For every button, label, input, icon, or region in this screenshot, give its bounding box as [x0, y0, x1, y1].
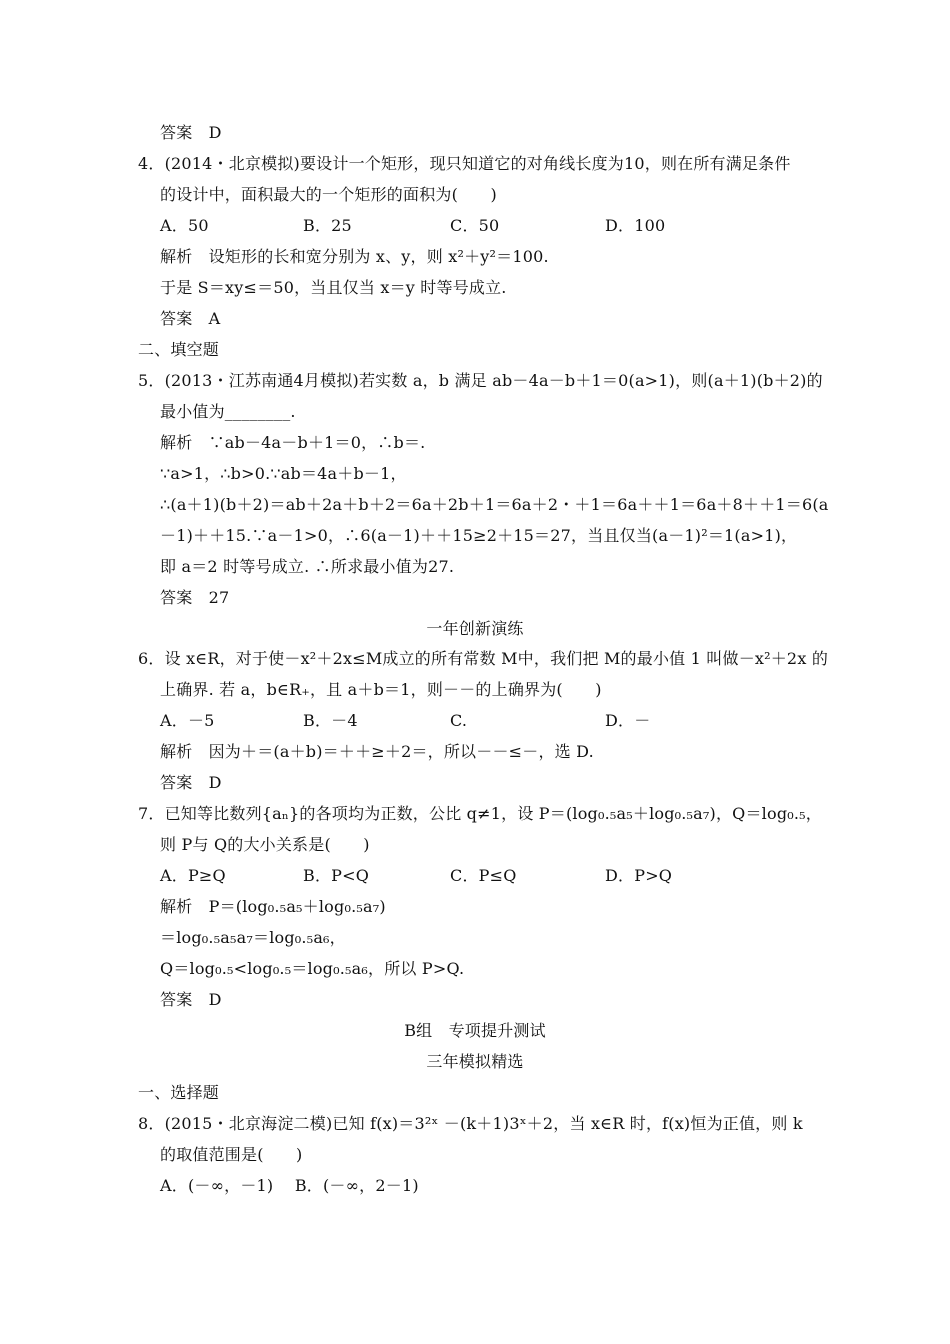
- question-7-line-2: 则 P与 Q的大小关系是( ): [160, 835, 370, 854]
- section-choice-heading: 一、选择题: [138, 1083, 220, 1102]
- solution-7-line-1: 解析 P＝(log₀.₅a₅＋log₀.₅a₇): [160, 897, 386, 916]
- question-8-options: A．(－∞，－1) B．(－∞，2－1): [160, 1176, 419, 1195]
- answer-6: 答案 D: [160, 773, 222, 792]
- solution-4-line-2: 于是 S＝xy≤＝50，当且仅当 x＝y 时等号成立.: [160, 278, 507, 297]
- solution-7-line-3: Q＝log₀.₅<log₀.₅＝log₀.₅a₆，所以 P>Q.: [160, 959, 465, 978]
- solution-5-line-1: 解析 ∵ab－4a－b＋1＝0，∴b＝.: [160, 433, 426, 452]
- answer-5: 答案 27: [160, 588, 230, 607]
- solution-6: 解析 因为＋＝(a＋b)＝＋＋≥＋2＝，所以－－≤－，选 D.: [160, 742, 594, 761]
- option-b: B．P<Q: [303, 866, 370, 885]
- question-4-line-1: 4．(2014・北京模拟)要设计一个矩形，现只知道它的对角线长度为10，则在所有满足条件: [138, 154, 791, 173]
- subsection-heading-three-years: 三年模拟精选: [426, 1052, 524, 1071]
- solution-5-line-2: ∵a>1，∴b>0.∵ab＝4a＋b－1，: [160, 464, 407, 483]
- option-b: B．25: [303, 216, 352, 235]
- question-6-line-1: 6．设 x∈R，对于使－x²＋2x≤M成立的所有常数 M中，我们把 M的最小值 1 叫做－x²＋2x 的: [138, 649, 829, 668]
- solution-5-line-3: ∴(a＋1)(b＋2)＝ab＋2a＋b＋2＝6a＋2b＋1＝6a＋2・＋1＝6a＋＋1＝6a＋8＋＋1＝6(a: [160, 495, 829, 514]
- solution-4-line-1: 解析 设矩形的长和宽分别为 x、y，则 x²＋y²＝100.: [160, 247, 549, 266]
- subsection-heading-innovation: 一年创新演练: [426, 619, 524, 638]
- option-c: C．P≤Q: [450, 866, 517, 885]
- option-d: D．100: [605, 216, 666, 235]
- option-a: A．－5: [160, 711, 215, 730]
- question-4-line-2: 的设计中，面积最大的一个矩形的面积为( ): [160, 185, 497, 204]
- option-c: C.: [450, 711, 468, 730]
- solution-5-line-5: 即 a＝2 时等号成立. ∴所求最小值为27.: [160, 557, 455, 576]
- option-d: D．P>Q: [605, 866, 673, 885]
- question-5-line-1: 5．(2013・江苏南通4月模拟)若实数 a，b 满足 ab－4a－b＋1＝0(a>1)，则(a＋1)(b＋2)的: [138, 371, 823, 390]
- question-8-line-1: 8．(2015・北京海淀二模)已知 f(x)＝3²ˣ －(k＋1)3ˣ＋2，当 x∈R 时，f(x)恒为正值，则 k: [138, 1114, 803, 1133]
- question-7-line-1: 7．已知等比数列{aₙ}的各项均为正数，公比 q≠1，设 P＝(log₀.₅a₅＋log₀.₅a₇)，Q＝log₀.₅，: [138, 804, 822, 823]
- option-a: A．50: [160, 216, 209, 235]
- question-5-line-2: 最小值为________.: [160, 402, 296, 421]
- group-b-heading: B组 专项提升测试: [404, 1021, 546, 1040]
- solution-5-line-4: －1)＋＋15.∵a－1>0，∴6(a－1)＋＋15≥2＋15＝27，当且仅当(a－1)²＝1(a>1)，: [160, 526, 798, 545]
- option-b: B．－4: [303, 711, 358, 730]
- question-6-line-2: 上确界. 若 a，b∈R₊，且 a＋b＝1，则－－的上确界为( ): [160, 680, 602, 699]
- solution-7-line-2: ＝log₀.₅a₅a₇＝log₀.₅a₆，: [160, 928, 346, 947]
- option-c: C．50: [450, 216, 500, 235]
- answer-3: 答案 D: [160, 123, 222, 142]
- option-d: D．－: [605, 711, 651, 730]
- section-fill-in-heading: 二、填空题: [138, 340, 220, 359]
- option-a: A．P≥Q: [160, 866, 226, 885]
- answer-7: 答案 D: [160, 990, 222, 1009]
- answer-4: 答案 A: [160, 309, 221, 328]
- question-8-line-2: 的取值范围是( ): [160, 1145, 303, 1164]
